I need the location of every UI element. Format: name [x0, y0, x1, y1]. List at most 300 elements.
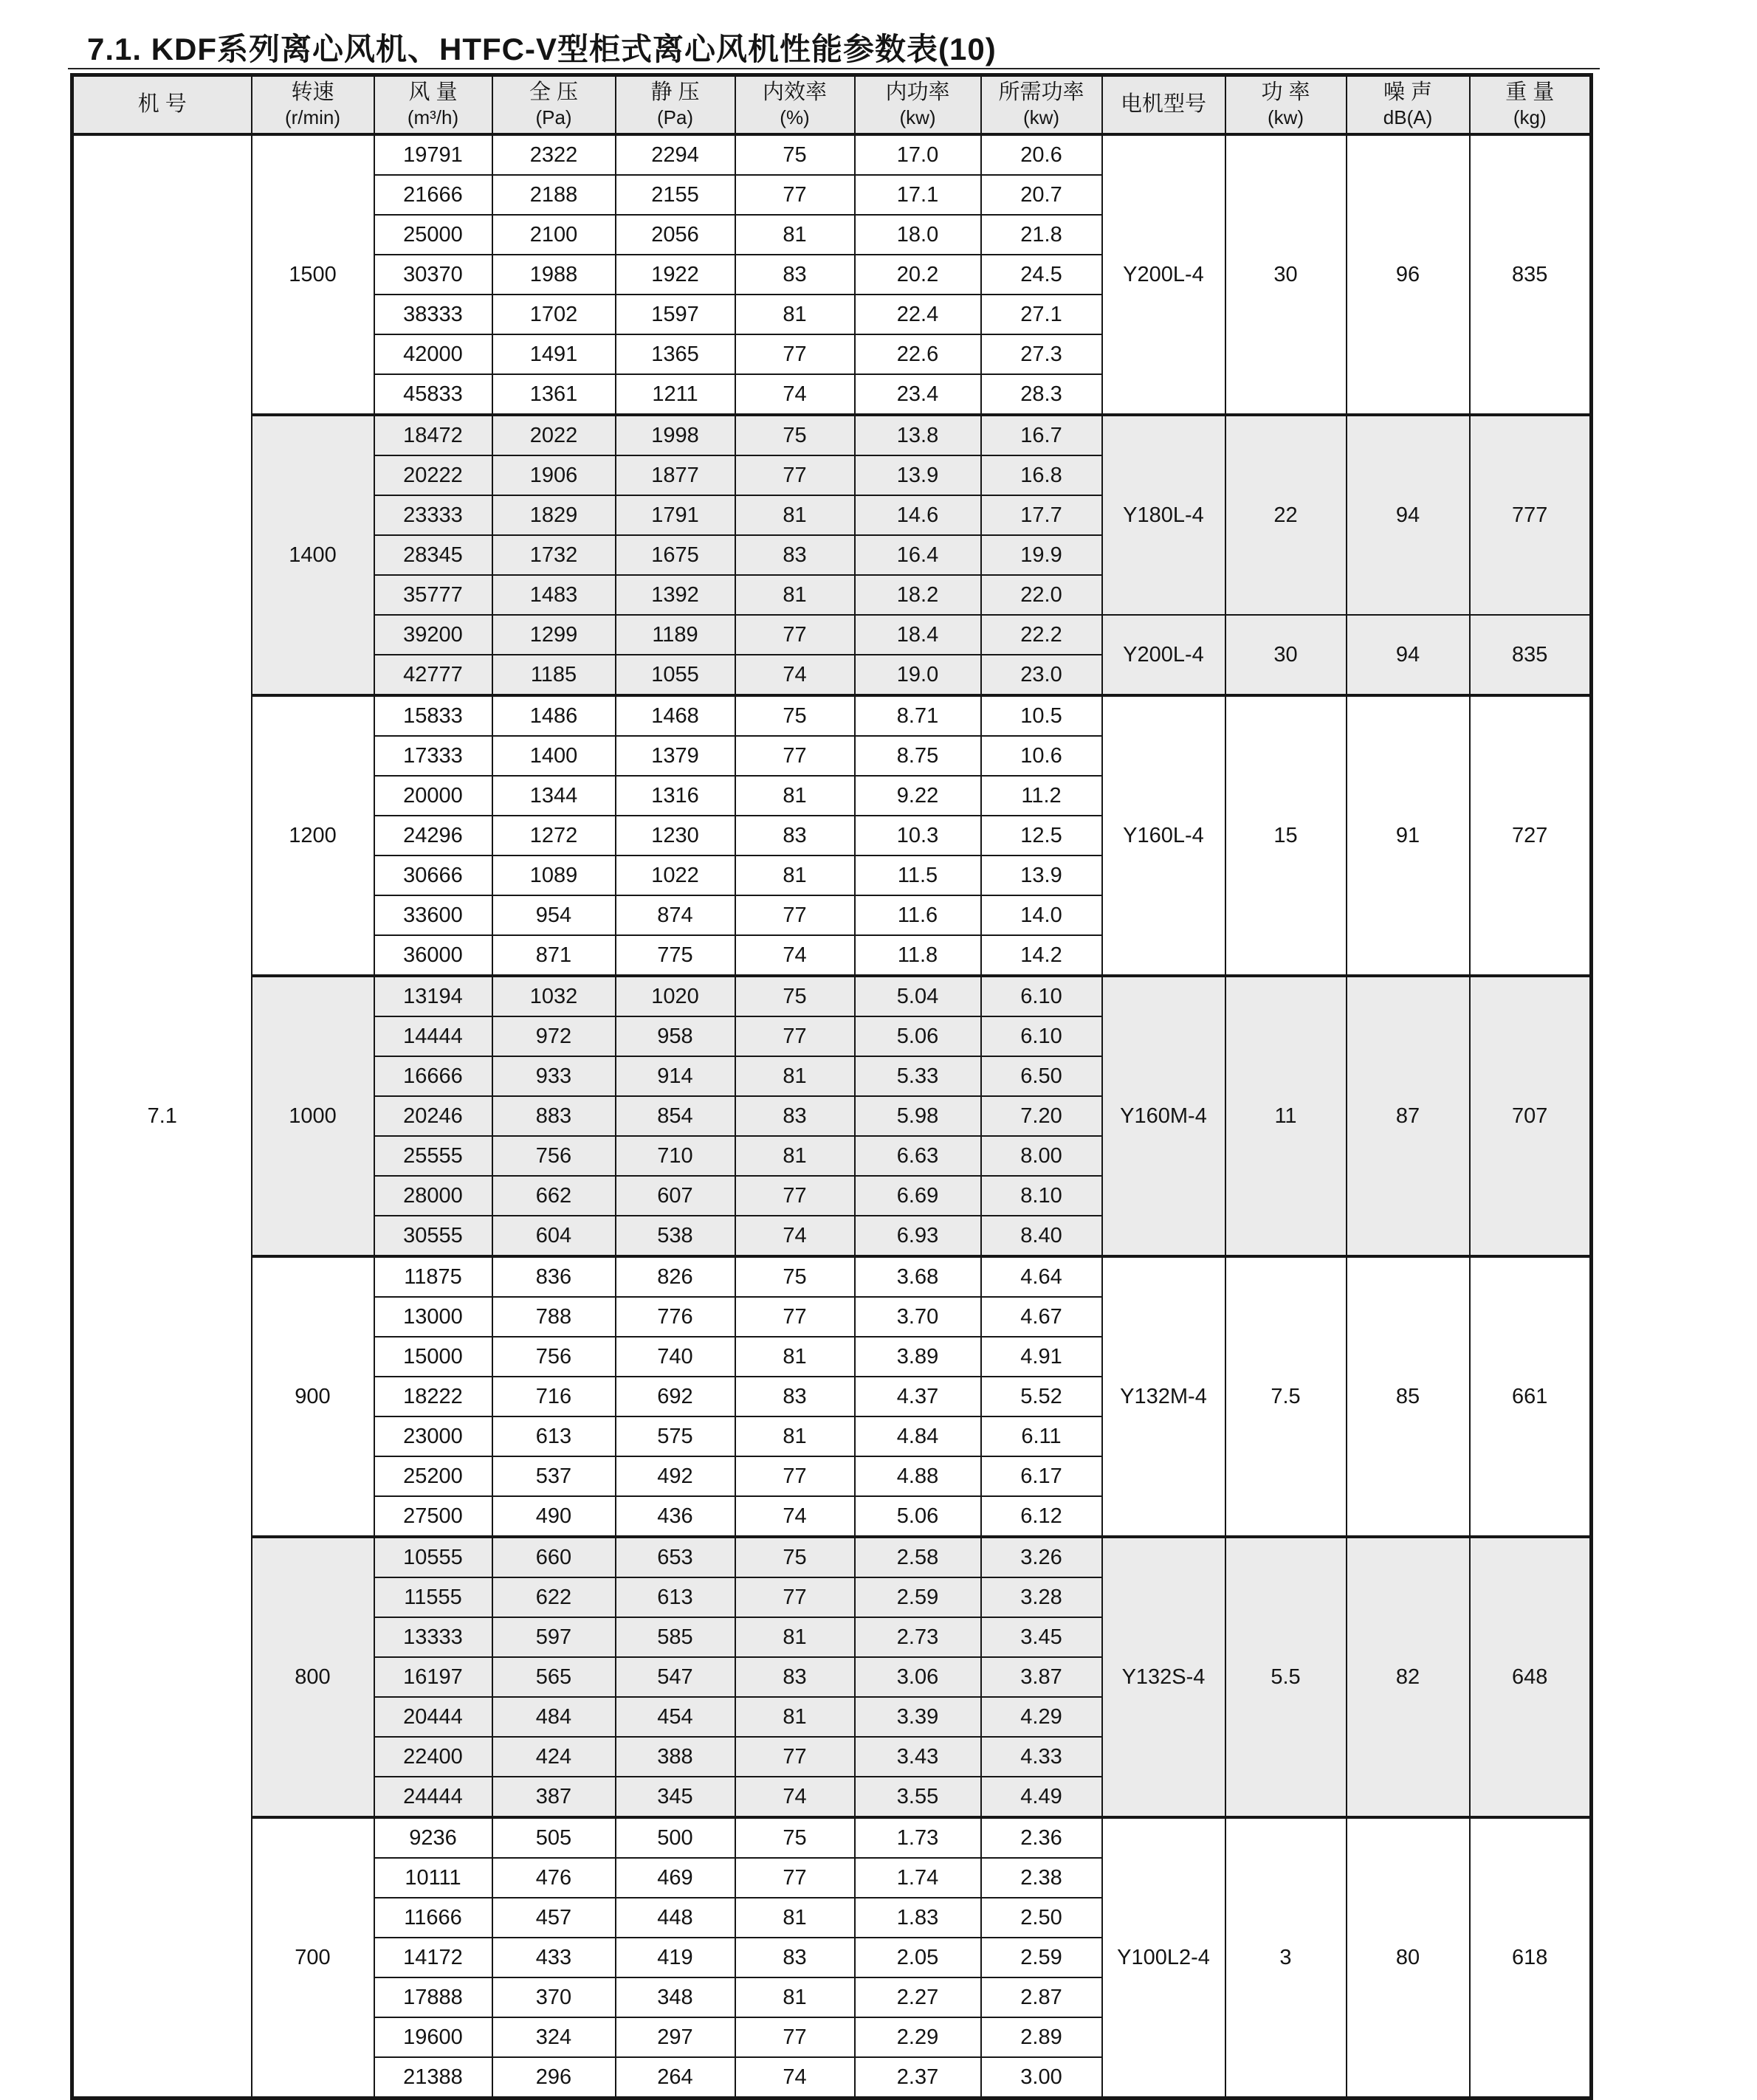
weight-cell: 777 — [1470, 415, 1592, 615]
internal-power-cell: 3.39 — [855, 1697, 981, 1737]
static-pressure-cell: 469 — [616, 1858, 735, 1898]
required-power-cell: 13.9 — [981, 856, 1102, 895]
efficiency-cell: 81 — [735, 1697, 855, 1737]
flow-cell: 19600 — [374, 2017, 492, 2057]
internal-power-cell: 17.0 — [855, 134, 981, 175]
col-header-static-pressure: 静 压 (Pa) — [616, 75, 735, 135]
flow-cell: 18222 — [374, 1377, 492, 1416]
required-power-cell: 2.38 — [981, 1858, 1102, 1898]
noise-cell: 87 — [1347, 976, 1470, 1256]
col-header-machine-no: 机 号 — [72, 75, 252, 135]
motor-model-cell: Y160L-4 — [1102, 695, 1225, 976]
header-row — [72, 75, 1592, 135]
total-pressure-cell: 622 — [492, 1577, 616, 1617]
required-power-cell: 4.91 — [981, 1337, 1102, 1377]
total-pressure-cell: 756 — [492, 1337, 616, 1377]
total-pressure-cell: 933 — [492, 1056, 616, 1096]
efficiency-cell: 77 — [735, 1737, 855, 1777]
flow-cell: 17888 — [374, 1977, 492, 2017]
required-power-cell: 2.50 — [981, 1898, 1102, 1938]
static-pressure-cell: 692 — [616, 1377, 735, 1416]
flow-cell: 11555 — [374, 1577, 492, 1617]
internal-power-cell: 2.58 — [855, 1537, 981, 1577]
static-pressure-cell: 1316 — [616, 776, 735, 816]
flow-cell: 30370 — [374, 255, 492, 295]
efficiency-cell: 81 — [735, 495, 855, 535]
efficiency-cell: 83 — [735, 255, 855, 295]
efficiency-cell: 75 — [735, 1817, 855, 1858]
internal-power-cell: 3.55 — [855, 1777, 981, 1817]
flow-cell: 16197 — [374, 1657, 492, 1697]
flow-cell: 10111 — [374, 1858, 492, 1898]
col-header-motor-model: 电机型号 — [1102, 75, 1225, 135]
internal-power-cell: 3.89 — [855, 1337, 981, 1377]
static-pressure-cell: 2056 — [616, 215, 735, 255]
motor-power-cell: 30 — [1225, 134, 1347, 415]
efficiency-cell: 75 — [735, 134, 855, 175]
noise-cell: 96 — [1347, 134, 1470, 415]
flow-cell: 18472 — [374, 415, 492, 455]
required-power-cell: 16.8 — [981, 455, 1102, 495]
flow-cell: 20444 — [374, 1697, 492, 1737]
total-pressure-cell: 370 — [492, 1977, 616, 2017]
total-pressure-cell: 1491 — [492, 334, 616, 374]
total-pressure-cell: 972 — [492, 1016, 616, 1056]
flow-cell: 13000 — [374, 1297, 492, 1337]
efficiency-cell: 83 — [735, 1377, 855, 1416]
required-power-cell: 21.8 — [981, 215, 1102, 255]
total-pressure-cell: 324 — [492, 2017, 616, 2057]
total-pressure-cell: 1702 — [492, 295, 616, 334]
internal-power-cell: 5.98 — [855, 1096, 981, 1136]
weight-cell: 707 — [1470, 976, 1592, 1256]
efficiency-cell: 77 — [735, 175, 855, 215]
total-pressure-cell: 484 — [492, 1697, 616, 1737]
efficiency-cell: 74 — [735, 1777, 855, 1817]
static-pressure-cell: 1791 — [616, 495, 735, 535]
static-pressure-cell: 1020 — [616, 976, 735, 1016]
page-title: 7.1. KDF系列离心风机、HTFC-V型柜式离心风机性能参数表(10) — [87, 32, 997, 66]
col-header-required-power: 所需功率 (kw) — [981, 75, 1102, 135]
static-pressure-cell: 1468 — [616, 695, 735, 736]
required-power-cell: 3.28 — [981, 1577, 1102, 1617]
efficiency-cell: 81 — [735, 295, 855, 334]
efficiency-cell: 81 — [735, 1136, 855, 1176]
required-power-cell: 3.87 — [981, 1657, 1102, 1697]
static-pressure-cell: 854 — [616, 1096, 735, 1136]
total-pressure-cell: 1486 — [492, 695, 616, 736]
efficiency-cell: 74 — [735, 1216, 855, 1256]
flow-cell: 35777 — [374, 575, 492, 615]
internal-power-cell: 3.70 — [855, 1297, 981, 1337]
total-pressure-cell: 1483 — [492, 575, 616, 615]
flow-cell: 30555 — [374, 1216, 492, 1256]
efficiency-cell: 77 — [735, 1176, 855, 1216]
required-power-cell: 16.7 — [981, 415, 1102, 455]
total-pressure-cell: 836 — [492, 1256, 616, 1297]
static-pressure-cell: 419 — [616, 1938, 735, 1977]
flow-cell: 15000 — [374, 1337, 492, 1377]
static-pressure-cell: 500 — [616, 1817, 735, 1858]
total-pressure-cell: 604 — [492, 1216, 616, 1256]
motor-model-cell: Y132M-4 — [1102, 1256, 1225, 1537]
total-pressure-cell: 433 — [492, 1938, 616, 1977]
required-power-cell: 22.0 — [981, 575, 1102, 615]
static-pressure-cell: 264 — [616, 2057, 735, 2099]
required-power-cell: 10.5 — [981, 695, 1102, 736]
flow-cell: 25200 — [374, 1456, 492, 1496]
static-pressure-cell: 1055 — [616, 655, 735, 695]
total-pressure-cell: 883 — [492, 1096, 616, 1136]
static-pressure-cell: 1998 — [616, 415, 735, 455]
total-pressure-cell: 660 — [492, 1537, 616, 1577]
required-power-cell: 2.36 — [981, 1817, 1102, 1858]
total-pressure-cell: 1272 — [492, 816, 616, 856]
efficiency-cell: 77 — [735, 1577, 855, 1617]
table-row — [72, 134, 1592, 175]
required-power-cell: 24.5 — [981, 255, 1102, 295]
efficiency-cell: 77 — [735, 1297, 855, 1337]
total-pressure-cell: 1344 — [492, 776, 616, 816]
internal-power-cell: 1.73 — [855, 1817, 981, 1858]
internal-power-cell: 4.84 — [855, 1416, 981, 1456]
efficiency-cell: 77 — [735, 615, 855, 655]
flow-cell: 36000 — [374, 935, 492, 976]
internal-power-cell: 18.2 — [855, 575, 981, 615]
flow-cell: 13333 — [374, 1617, 492, 1657]
efficiency-cell: 77 — [735, 1456, 855, 1496]
required-power-cell: 22.2 — [981, 615, 1102, 655]
static-pressure-cell: 388 — [616, 1737, 735, 1777]
speed-cell: 1400 — [252, 415, 374, 695]
internal-power-cell: 2.73 — [855, 1617, 981, 1657]
total-pressure-cell: 788 — [492, 1297, 616, 1337]
col-header-flow: 风 量 (m³/h) — [374, 75, 492, 135]
noise-cell: 82 — [1347, 1537, 1470, 1817]
static-pressure-cell: 448 — [616, 1898, 735, 1938]
static-pressure-cell: 1022 — [616, 856, 735, 895]
col-header-noise: 噪 声 dB(A) — [1347, 75, 1470, 135]
weight-cell: 661 — [1470, 1256, 1592, 1537]
internal-power-cell: 10.3 — [855, 816, 981, 856]
required-power-cell: 19.9 — [981, 535, 1102, 575]
motor-model-cell: Y200L-4 — [1102, 615, 1225, 695]
efficiency-cell: 81 — [735, 856, 855, 895]
speed-cell: 1500 — [252, 134, 374, 415]
col-header-internal-power: 内功率 (kw) — [855, 75, 981, 135]
total-pressure-cell: 2100 — [492, 215, 616, 255]
internal-power-cell: 1.83 — [855, 1898, 981, 1938]
required-power-cell: 14.0 — [981, 895, 1102, 935]
noise-cell: 91 — [1347, 695, 1470, 976]
internal-power-cell: 3.68 — [855, 1256, 981, 1297]
flow-cell: 21388 — [374, 2057, 492, 2099]
required-power-cell: 4.49 — [981, 1777, 1102, 1817]
col-header-speed: 转速 (r/min) — [252, 75, 374, 135]
internal-power-cell: 5.33 — [855, 1056, 981, 1096]
flow-cell: 14172 — [374, 1938, 492, 1977]
top-rule-line — [68, 68, 1600, 69]
static-pressure-cell: 1379 — [616, 736, 735, 776]
internal-power-cell: 6.93 — [855, 1216, 981, 1256]
total-pressure-cell: 1400 — [492, 736, 616, 776]
static-pressure-cell: 575 — [616, 1416, 735, 1456]
internal-power-cell: 2.27 — [855, 1977, 981, 2017]
static-pressure-cell: 1597 — [616, 295, 735, 334]
motor-power-cell: 30 — [1225, 615, 1347, 695]
efficiency-cell: 81 — [735, 215, 855, 255]
required-power-cell: 8.40 — [981, 1216, 1102, 1256]
flow-cell: 42000 — [374, 334, 492, 374]
flow-cell: 39200 — [374, 615, 492, 655]
flow-cell: 30666 — [374, 856, 492, 895]
noise-cell: 94 — [1347, 615, 1470, 695]
motor-model-cell: Y132S-4 — [1102, 1537, 1225, 1817]
table-row — [72, 1817, 1592, 1858]
efficiency-cell: 83 — [735, 535, 855, 575]
internal-power-cell: 2.05 — [855, 1938, 981, 1977]
required-power-cell: 23.0 — [981, 655, 1102, 695]
total-pressure-cell: 662 — [492, 1176, 616, 1216]
motor-power-cell: 3 — [1225, 1817, 1347, 2099]
efficiency-cell: 81 — [735, 1977, 855, 2017]
speed-cell: 800 — [252, 1537, 374, 1817]
static-pressure-cell: 1922 — [616, 255, 735, 295]
internal-power-cell: 18.4 — [855, 615, 981, 655]
efficiency-cell: 74 — [735, 655, 855, 695]
efficiency-cell: 77 — [735, 1016, 855, 1056]
total-pressure-cell: 490 — [492, 1496, 616, 1537]
efficiency-cell: 74 — [735, 935, 855, 976]
motor-model-cell: Y180L-4 — [1102, 415, 1225, 615]
motor-power-cell: 7.5 — [1225, 1256, 1347, 1537]
efficiency-cell: 75 — [735, 1256, 855, 1297]
required-power-cell: 4.64 — [981, 1256, 1102, 1297]
flow-cell: 28345 — [374, 535, 492, 575]
efficiency-cell: 81 — [735, 575, 855, 615]
total-pressure-cell: 1988 — [492, 255, 616, 295]
machine-no-cell: 7.1 — [72, 134, 252, 2099]
internal-power-cell: 2.59 — [855, 1577, 981, 1617]
static-pressure-cell: 874 — [616, 895, 735, 935]
required-power-cell: 12.5 — [981, 816, 1102, 856]
static-pressure-cell: 585 — [616, 1617, 735, 1657]
static-pressure-cell: 710 — [616, 1136, 735, 1176]
static-pressure-cell: 1189 — [616, 615, 735, 655]
flow-cell: 28000 — [374, 1176, 492, 1216]
required-power-cell: 20.7 — [981, 175, 1102, 215]
required-power-cell: 4.67 — [981, 1297, 1102, 1337]
static-pressure-cell: 348 — [616, 1977, 735, 2017]
table-row — [72, 976, 1592, 1016]
motor-model-cell: Y100L2-4 — [1102, 1817, 1225, 2099]
efficiency-cell: 75 — [735, 695, 855, 736]
flow-cell: 42777 — [374, 655, 492, 695]
flow-cell: 24444 — [374, 1777, 492, 1817]
total-pressure-cell: 537 — [492, 1456, 616, 1496]
motor-power-cell: 11 — [1225, 976, 1347, 1256]
required-power-cell: 4.33 — [981, 1737, 1102, 1777]
flow-cell: 33600 — [374, 895, 492, 935]
efficiency-cell: 77 — [735, 1858, 855, 1898]
total-pressure-cell: 1185 — [492, 655, 616, 695]
total-pressure-cell: 424 — [492, 1737, 616, 1777]
internal-power-cell: 11.5 — [855, 856, 981, 895]
static-pressure-cell: 826 — [616, 1256, 735, 1297]
total-pressure-cell: 1829 — [492, 495, 616, 535]
internal-power-cell: 4.88 — [855, 1456, 981, 1496]
total-pressure-cell: 1732 — [492, 535, 616, 575]
required-power-cell: 3.45 — [981, 1617, 1102, 1657]
internal-power-cell: 9.22 — [855, 776, 981, 816]
internal-power-cell: 11.6 — [855, 895, 981, 935]
static-pressure-cell: 613 — [616, 1577, 735, 1617]
internal-power-cell: 16.4 — [855, 535, 981, 575]
internal-power-cell: 3.43 — [855, 1737, 981, 1777]
flow-cell: 10555 — [374, 1537, 492, 1577]
efficiency-cell: 81 — [735, 1617, 855, 1657]
total-pressure-cell: 387 — [492, 1777, 616, 1817]
table-container — [70, 68, 1600, 2100]
efficiency-cell: 83 — [735, 1657, 855, 1697]
efficiency-cell: 83 — [735, 1938, 855, 1977]
internal-power-cell: 18.0 — [855, 215, 981, 255]
total-pressure-cell: 871 — [492, 935, 616, 976]
required-power-cell: 2.89 — [981, 2017, 1102, 2057]
required-power-cell: 6.50 — [981, 1056, 1102, 1096]
static-pressure-cell: 547 — [616, 1657, 735, 1697]
flow-cell: 25555 — [374, 1136, 492, 1176]
required-power-cell: 3.00 — [981, 2057, 1102, 2099]
motor-power-cell: 22 — [1225, 415, 1347, 615]
internal-power-cell: 3.06 — [855, 1657, 981, 1697]
weight-cell: 648 — [1470, 1537, 1592, 1817]
efficiency-cell: 83 — [735, 1096, 855, 1136]
efficiency-cell: 81 — [735, 776, 855, 816]
required-power-cell: 11.2 — [981, 776, 1102, 816]
internal-power-cell: 6.69 — [855, 1176, 981, 1216]
static-pressure-cell: 1675 — [616, 535, 735, 575]
total-pressure-cell: 476 — [492, 1858, 616, 1898]
static-pressure-cell: 454 — [616, 1697, 735, 1737]
internal-power-cell: 11.8 — [855, 935, 981, 976]
efficiency-cell: 81 — [735, 1337, 855, 1377]
static-pressure-cell: 914 — [616, 1056, 735, 1096]
internal-power-cell: 17.1 — [855, 175, 981, 215]
required-power-cell: 6.12 — [981, 1496, 1102, 1537]
efficiency-cell: 77 — [735, 895, 855, 935]
internal-power-cell: 4.37 — [855, 1377, 981, 1416]
col-header-weight: 重 量 (kg) — [1470, 75, 1592, 135]
flow-cell: 16666 — [374, 1056, 492, 1096]
total-pressure-cell: 597 — [492, 1617, 616, 1657]
internal-power-cell: 5.06 — [855, 1016, 981, 1056]
internal-power-cell: 20.2 — [855, 255, 981, 295]
noise-cell: 94 — [1347, 415, 1470, 615]
table-row — [72, 415, 1592, 455]
required-power-cell: 6.10 — [981, 1016, 1102, 1056]
required-power-cell: 14.2 — [981, 935, 1102, 976]
static-pressure-cell: 1877 — [616, 455, 735, 495]
internal-power-cell: 19.0 — [855, 655, 981, 695]
required-power-cell: 7.20 — [981, 1096, 1102, 1136]
flow-cell: 19791 — [374, 134, 492, 175]
internal-power-cell: 8.71 — [855, 695, 981, 736]
flow-cell: 45833 — [374, 374, 492, 415]
efficiency-cell: 75 — [735, 415, 855, 455]
required-power-cell: 6.17 — [981, 1456, 1102, 1496]
internal-power-cell: 23.4 — [855, 374, 981, 415]
internal-power-cell: 14.6 — [855, 495, 981, 535]
efficiency-cell: 74 — [735, 374, 855, 415]
total-pressure-cell: 1089 — [492, 856, 616, 895]
total-pressure-cell: 2188 — [492, 175, 616, 215]
speed-cell: 1000 — [252, 976, 374, 1256]
flow-cell: 13194 — [374, 976, 492, 1016]
efficiency-cell: 74 — [735, 2057, 855, 2099]
internal-power-cell: 2.37 — [855, 2057, 981, 2099]
noise-cell: 80 — [1347, 1817, 1470, 2099]
static-pressure-cell: 607 — [616, 1176, 735, 1216]
col-header-efficiency: 内效率 (%) — [735, 75, 855, 135]
static-pressure-cell: 775 — [616, 935, 735, 976]
performance-table — [70, 73, 1593, 2100]
internal-power-cell: 6.63 — [855, 1136, 981, 1176]
static-pressure-cell: 1365 — [616, 334, 735, 374]
flow-cell: 22400 — [374, 1737, 492, 1777]
flow-cell: 20000 — [374, 776, 492, 816]
flow-cell: 11875 — [374, 1256, 492, 1297]
required-power-cell: 4.29 — [981, 1697, 1102, 1737]
flow-cell: 25000 — [374, 215, 492, 255]
flow-cell: 20246 — [374, 1096, 492, 1136]
internal-power-cell: 5.06 — [855, 1496, 981, 1537]
speed-cell: 700 — [252, 1817, 374, 2099]
col-header-motor-power: 功 率 (kw) — [1225, 75, 1347, 135]
total-pressure-cell: 1361 — [492, 374, 616, 415]
required-power-cell: 27.1 — [981, 295, 1102, 334]
static-pressure-cell: 538 — [616, 1216, 735, 1256]
required-power-cell: 20.6 — [981, 134, 1102, 175]
flow-cell: 24296 — [374, 816, 492, 856]
required-power-cell: 8.10 — [981, 1176, 1102, 1216]
static-pressure-cell: 653 — [616, 1537, 735, 1577]
efficiency-cell: 75 — [735, 976, 855, 1016]
required-power-cell: 5.52 — [981, 1377, 1102, 1416]
static-pressure-cell: 436 — [616, 1496, 735, 1537]
internal-power-cell: 2.29 — [855, 2017, 981, 2057]
flow-cell: 20222 — [374, 455, 492, 495]
efficiency-cell: 81 — [735, 1898, 855, 1938]
efficiency-cell: 77 — [735, 2017, 855, 2057]
noise-cell: 85 — [1347, 1256, 1470, 1537]
internal-power-cell: 8.75 — [855, 736, 981, 776]
weight-cell: 835 — [1470, 134, 1592, 415]
internal-power-cell: 13.8 — [855, 415, 981, 455]
weight-cell: 727 — [1470, 695, 1592, 976]
static-pressure-cell: 1230 — [616, 816, 735, 856]
static-pressure-cell: 2294 — [616, 134, 735, 175]
total-pressure-cell: 613 — [492, 1416, 616, 1456]
required-power-cell: 3.26 — [981, 1537, 1102, 1577]
static-pressure-cell: 740 — [616, 1337, 735, 1377]
motor-model-cell: Y200L-4 — [1102, 134, 1225, 415]
flow-cell: 9236 — [374, 1817, 492, 1858]
required-power-cell: 17.7 — [981, 495, 1102, 535]
total-pressure-cell: 505 — [492, 1817, 616, 1858]
flow-cell: 23000 — [374, 1416, 492, 1456]
static-pressure-cell: 2155 — [616, 175, 735, 215]
